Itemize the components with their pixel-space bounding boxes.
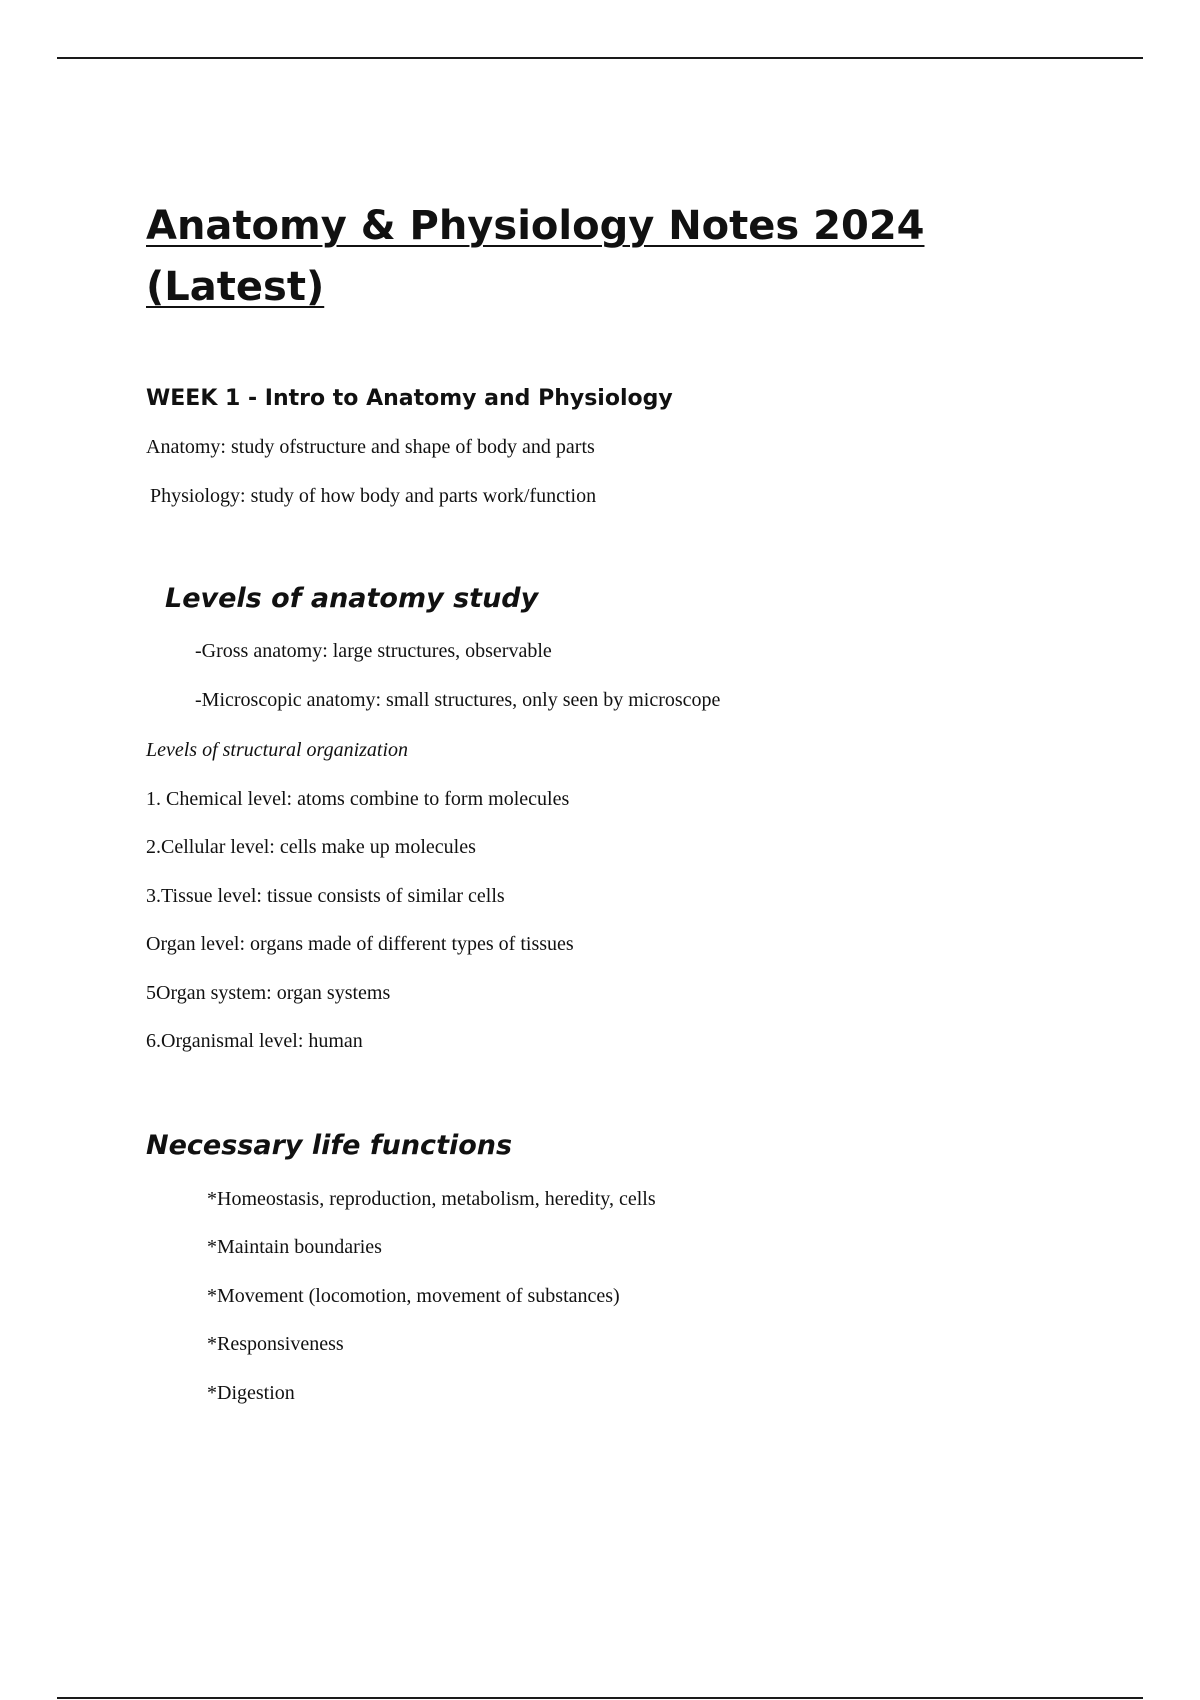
- structural-item-cellular: 2.Cellular level: cells make up molecules: [146, 836, 476, 858]
- life-item-boundaries: *Maintain boundaries: [207, 1236, 382, 1258]
- structural-item-organismal: 6.Organismal level: human: [146, 1030, 363, 1052]
- document-title: [146, 196, 924, 318]
- structural-item-organ: Organ level: organs made of different types of tissues: [146, 933, 574, 955]
- levels-of-anatomy-heading: Levels of anatomy study: [165, 583, 539, 614]
- life-functions-heading: Necessary life functions: [146, 1130, 513, 1161]
- document-title-line-2: (Latest): [146, 264, 325, 310]
- structural-item-organ-system: 5Organ system: organ systems: [146, 982, 391, 1004]
- definition-physiology: Physiology: study of how body and parts work/function: [150, 485, 597, 507]
- structural-organization-heading: Levels of structural organization: [146, 739, 409, 761]
- levels-item-microscopic: -Microscopic anatomy: small structures, only seen by microscope: [195, 689, 721, 711]
- structural-item-tissue: 3.Tissue level: tissue consists of similar cells: [146, 885, 505, 907]
- life-item-homeostasis: *Homeostasis, reproduction, metabolism, heredity, cells: [207, 1188, 656, 1210]
- definition-anatomy: Anatomy: study ofstructure and shape of body and parts: [146, 436, 595, 458]
- life-item-movement: *Movement (locomotion, movement of substances): [207, 1285, 620, 1307]
- bottom-rule: [57, 1697, 1143, 1699]
- top-rule: [57, 57, 1143, 59]
- levels-item-gross: -Gross anatomy: large structures, observable: [195, 640, 552, 662]
- life-item-responsiveness: *Responsiveness: [207, 1333, 344, 1355]
- life-item-digestion: *Digestion: [207, 1382, 295, 1404]
- week-heading: WEEK 1 - Intro to Anatomy and Physiology: [146, 386, 673, 411]
- document-title-line-1: Anatomy & Physiology Notes 2024: [146, 203, 925, 249]
- structural-item-chemical: 1. Chemical level: atoms combine to form molecules: [146, 788, 570, 810]
